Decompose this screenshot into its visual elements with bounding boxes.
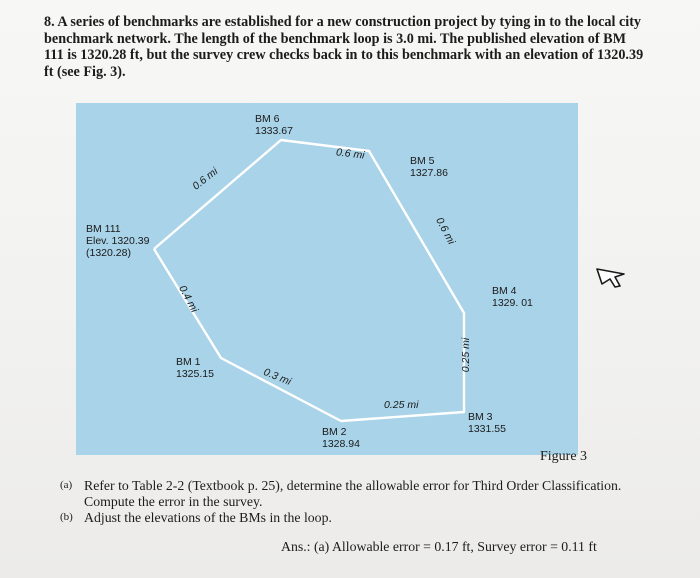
bm4-label: [492, 285, 533, 309]
figure-caption: Figure 3: [540, 449, 588, 464]
bm6-label: [255, 113, 293, 137]
figure-3: [76, 103, 578, 455]
bm2-elev: 1328.94: [322, 438, 360, 450]
bm111-elev: Elev. 1320.39: [86, 235, 150, 247]
bm1-label: [176, 356, 214, 380]
bm111-name: BM 111: [86, 223, 121, 235]
answer-line: Ans.: (a) Allowable error = 0.17 ft, Survey error = 0.11 ft: [281, 539, 597, 554]
bm6-name: BM 6: [255, 113, 280, 125]
question-a: [60, 478, 650, 509]
distance-bm3-bm2: 0.25 mi: [384, 399, 419, 411]
distance-bm111-bm6: 0.6 mi: [190, 165, 221, 193]
question-b-letter: (b): [60, 511, 73, 523]
bm5-label: [410, 155, 448, 179]
bm4-elev: 1329. 01: [492, 297, 533, 309]
question-b-text: Adjust the elevations of the BMs in the loop.: [84, 510, 332, 525]
bm2-name: BM 2: [322, 426, 347, 438]
bm6-elev: 1333.67: [255, 125, 293, 137]
bm5-name: BM 5: [410, 155, 435, 167]
distance-bm1-bm111: 0.4 mi: [176, 283, 201, 315]
question-a-letter: (a): [60, 479, 73, 491]
distance-bm5-bm4: 0.6 mi: [433, 215, 458, 247]
distance-bm6-bm5: 0.6 mi: [335, 146, 366, 162]
bm3-name: BM 3: [468, 411, 493, 423]
bm1-elev: 1325.15: [176, 368, 214, 380]
bm3-elev: 1331.55: [468, 423, 506, 435]
bm2-label: [322, 426, 360, 450]
bm4-name: BM 4: [492, 285, 517, 297]
bm5-elev: 1327.86: [410, 167, 448, 179]
arrow-cursor-icon: [596, 262, 626, 288]
bm111-label: [86, 223, 149, 259]
benchmark-loop-diagram: [76, 103, 578, 455]
distance-bm2-bm1: 0.3 mi: [261, 366, 293, 388]
question-b: [60, 510, 650, 526]
problem-statement: 8. A series of benchmarks are established for a new construction project by tying in to the local city benchmark network. The length of the benchmark loop is 3.0 mi. The published elevation of BM 111 is 1320.28 ft, but the survey crew checks back in to this benchmark with an elevation of 1320.39 ft (see Fig. 3).: [44, 14, 644, 80]
bm3-label: [468, 411, 506, 435]
distance-bm4-bm3: 0.25 mi: [460, 337, 473, 373]
question-a-text: Refer to Table 2-2 (Textbook p. 25), determine the allowable error for Third Order Classification. Compute the error in the survey.: [84, 478, 622, 509]
question-list: [60, 478, 650, 527]
bm1-name: BM 1: [176, 356, 201, 368]
bm111-published: (1320.28): [86, 247, 131, 259]
